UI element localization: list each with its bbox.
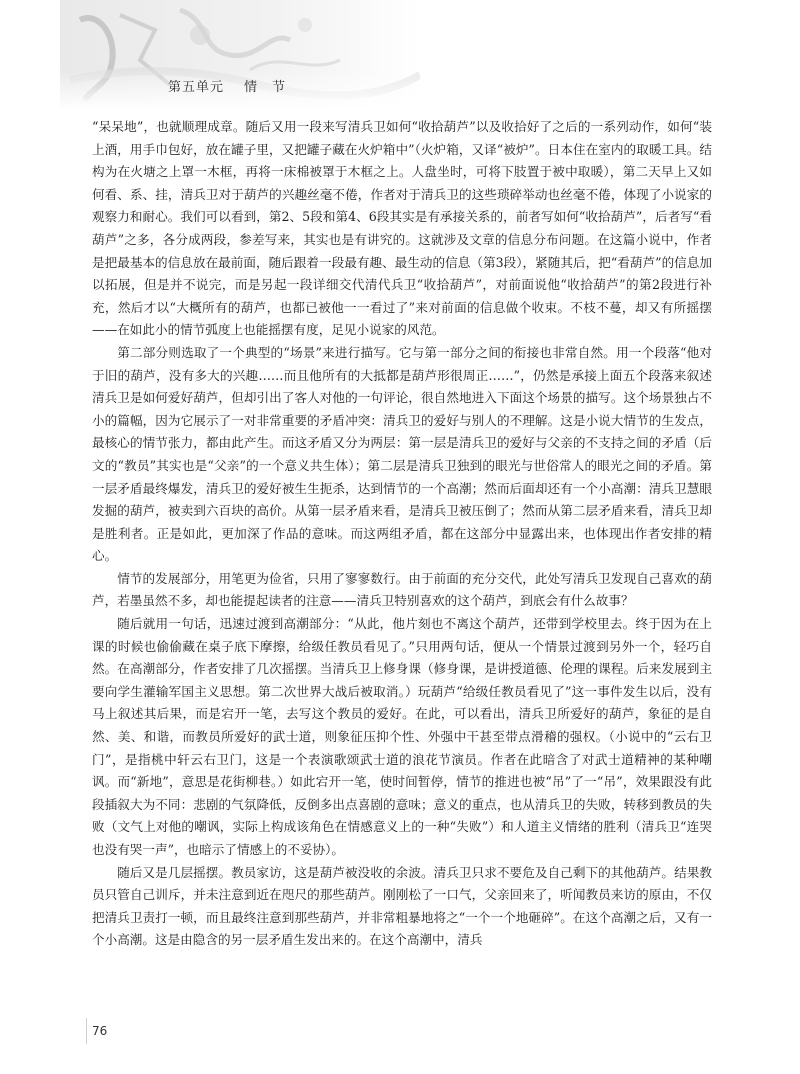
unit-topic: 情 节	[244, 80, 287, 95]
footer-divider	[86, 1018, 87, 1044]
paragraph: 随后又是几层摇摆。教员家访，这是葫芦被没收的余波。清兵卫只求不要危及自己剩下的其他葫芦。结果教员只管自己训斥，并未注意到近在咫尺的那些葫芦。刚刚松了一口气，父亲回来了，听闻教员来访的原由，不仅把清兵卫责打一顿，而且最终注意到那些葫芦，并非常粗暴地将之“一个一个地砸碎”。在这个高潮之后，又有一个小高潮。这是由隐含的另一层矛盾生发出来的。在这个高潮中，清兵	[92, 864, 712, 948]
page-number: 76	[92, 1024, 108, 1038]
paragraph: 情节的发展部分，用笔更为俭省，只用了寥寥数行。由于前面的充分交代，此处写清兵卫发现自己喜欢的葫芦，若墨虽然不多，却也能提起读者的注意——清兵卫特别喜欢的这个葫芦，到底会有什么故事？	[92, 570, 712, 609]
article-body	[92, 116, 712, 952]
unit-label: 第五单元	[168, 80, 225, 95]
paragraph: 第二部分则选取了一个典型的“场景”来进行描写。它与第一部分之间的衔接也非常自然。用一个段落“他对于旧的葫芦，没有多大的兴趣……而且他所有的大抵都是葫芦形很周正……”，仍然是承接上面五个段落来叙述清兵卫是如何爱好葫芦，但却引出了客人对他的一句评论，很自然地进入下面这个场景的描写。这个场景独占不小的篇幅，因为它展示了一对非常重要的矛盾冲突：清兵卫的爱好与别人的不理解。这是小说大情节的生发点，最核心的情节张力，都由此产生。而这矛盾又分为两层：第一层是清兵卫的爱好与父亲的不支持之间的矛盾（后文的“教员”其实也是“父亲”的一个意义共生体）；第二层是清兵卫独到的眼光与世俗常人的眼光之间的矛盾。第一层矛盾最终爆发，清兵卫的爱好被生生扼杀，达到情节的一个高潮；然而后面却还有一个小高潮：清兵卫慧眼发掘的葫芦，被卖到六百块的高价。从第一层矛盾来看，是清兵卫被压倒了；然而从第二层矛盾来看，清兵卫却是胜利者。正是如此，更加深了作品的意味。而这两组矛盾，都在这部分中显露出来，也体现出作者安排的精心。	[92, 344, 712, 564]
unit-heading	[168, 76, 286, 95]
paragraph: 随后就用一句话，迅速过渡到高潮部分：“从此，他片刻也不离这个葫芦，还带到学校里去。终于因为在上课的时候也偷偷藏在桌子底下摩擦，给级任教员看见了。”只用两句话，便从一个情景过渡到另外一个，轻巧自然。在高潮部分，作者安排了几次摇摆。当清兵卫上修身课（修身课，是讲授道德、伦理的课程。后来发展到主要向学生灌输军国主义思想。第二次世界大战后被取消。）玩葫芦“给级任教员看见了”这一事件发生以后，没有马上叙述其后果，而是宕开一笔，去写这个教员的爱好。在此，可以看出，清兵卫所爱好的葫芦，象征的是自然、美、和谐，而教员所爱好的武士道，则象征压抑个性、外强中干甚至带点滑稽的强权。（小说中的“云右卫门”，是指桃中轩云右卫门，这是一个表演歌颂武士道的浪花节演员。作者在此暗含了对武士道精神的某种嘲讽。而“新地”，意思是花街柳巷。）如此宕开一笔，使时间暂停，情节的推进也被“吊”了一“吊”，效果跟没有此段插叙大为不同：悲剧的气氛降低，反倒多出点喜剧的意味；意义的重点，也从清兵卫的失败，转移到教员的失败（文气上对他的嘲讽，实际上构成该角色在情感意义上的一种“失败”）和人道主义情绪的胜利（清兵卫“连哭也没有哭一声”，也暗示了情感上的不妥协）。	[92, 616, 712, 857]
paragraph: “呆呆地”，也就顺理成章。随后又用一段来写清兵卫如何“收拾葫芦”以及收拾好了之后的一系列动作，如何“装上酒，用手巾包好，放在罐子里，又把罐子藏在火炉箱中”（火炉箱，又译“被炉”。日本住在室内的取暖工具。结构为在火塘之上罩一木框，再将一床棉被罩于木框之上。人盘坐时，可将下肢置于被中取暖），第二天早上又如何看、系、挂，清兵卫对于葫芦的兴趣丝毫不倦，作者对于清兵卫的这些琐碎举动也丝毫不倦，体现了小说家的观察力和耐心。我们可以看到，第2、5段和第4、6段其实是有承接关系的，前者写如何“收拾葫芦”，后者写“看葫芦”之多，各分成两段，参差写来，其实也是有讲究的。这就涉及文章的信息分布问题。在这篇小说中，作者是把最基本的信息放在最前面，随后跟着一段最有趣、最生动的信息（第3段），紧随其后，把“看葫芦”的信息加以拓展，但是并不说完，而是另起一段详细交代清代兵卫“收拾葫芦”，对前面说他“收拾葫芦”的第2段进行补充，然后才以“大概所有的葫芦，也都已被他一一看过了”来对前面的信息做个收束。不枝不蔓，却又有所摇摆——在如此小的情节弧度上也能摇摆有度，足见小说家的风范。	[92, 119, 712, 338]
